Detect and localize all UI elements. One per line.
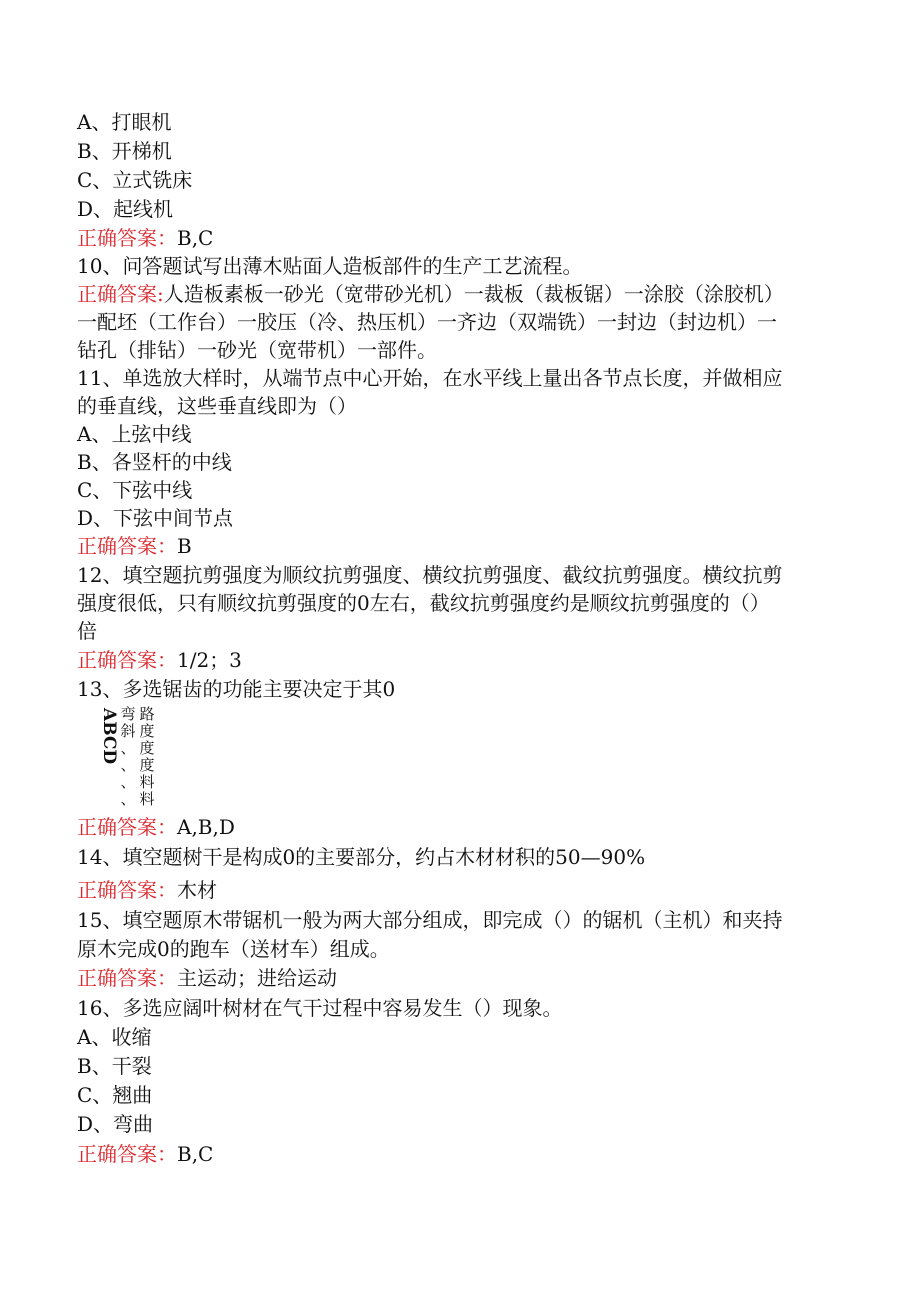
- q10-answer: [77, 280, 784, 308]
- q16-option-a: A、收缩: [77, 1025, 152, 1049]
- q10-answer-line-3: 钻孔（排钻）一砂光（宽带机）一部件。: [77, 338, 437, 362]
- q12-question-line-2: 强度很低，只有顺纹抗剪强度的0左右，截纹抗剪强度约是顺纹抗剪强度的（）: [77, 591, 770, 615]
- answer-value: B,C: [177, 226, 214, 250]
- answer-label: 正确答案：: [77, 648, 177, 672]
- answer-label: 正确答案:: [77, 282, 164, 306]
- rotated-letters: ABCD: [99, 708, 119, 765]
- q12-question-line-3: 倍: [77, 619, 97, 643]
- q13-answer: [77, 813, 235, 841]
- q10-question: 10、问答题试写出薄木贴面人造板部件的生产工艺流程。: [77, 254, 583, 278]
- answer-value-line-1: 人造板素板一砂光（宽带砂光机）一裁板（裁板锯）一涂胶（涂胶机）: [163, 282, 784, 306]
- q14-answer: [77, 876, 217, 904]
- answer-value: B,C: [177, 1142, 214, 1166]
- answer-value: 主运动；进给运动: [177, 966, 337, 990]
- q12-question-line-1: 12、填空题抗剪强度为顺纹抗剪强度、横纹抗剪强度、截纹抗剪强度。横纹抗剪: [77, 563, 783, 587]
- answer-label: 正确答案：: [77, 878, 177, 902]
- q15-question-line-2: 原木完成0的跑车（送材车）组成。: [77, 937, 390, 961]
- answer-value: 木材: [177, 878, 217, 902]
- q12-answer: [77, 646, 242, 674]
- q16-option-c: C、翘曲: [77, 1083, 153, 1107]
- q15-question-line-1: 15、填空题原木带锯机一般为两大部分组成，即完成（）的锯机（主机）和夹持: [77, 908, 783, 932]
- q15-answer: [77, 964, 337, 992]
- rotated-column-1: 弯 斜 、 、 、 、: [120, 705, 136, 808]
- q16-option-d: D、弯曲: [77, 1112, 154, 1136]
- answer-label: 正确答案：: [77, 1142, 177, 1166]
- q16-option-b: B、干裂: [77, 1054, 152, 1078]
- q16-answer: [77, 1140, 213, 1168]
- answer-value: 1/2；3: [177, 648, 242, 672]
- q9-option-c: C、立式铣床: [77, 168, 193, 192]
- rotated-column-2: 路 度 度 度 料 料: [139, 705, 155, 808]
- answer-label: 正确答案：: [77, 966, 177, 990]
- q11-question-line-2: 的垂直线，这些垂直线即为（）: [77, 394, 357, 418]
- q9-answer: [77, 224, 213, 252]
- q11-question-line-1: 11、单选放大样时，从端节点中心开始，在水平线上量出各节点长度，并做相应: [77, 366, 783, 390]
- answer-label: 正确答案：: [77, 534, 177, 558]
- q11-option-a: A、上弦中线: [77, 422, 192, 446]
- q9-option-d: D、起线机: [77, 197, 174, 221]
- q11-answer: [77, 532, 192, 560]
- q13-question: 13、多选锯齿的功能主要决定于其0: [77, 677, 396, 701]
- answer-value: A,B,D: [177, 815, 235, 839]
- q11-option-c: C、下弦中线: [77, 478, 193, 502]
- answer-label: 正确答案：: [77, 226, 177, 250]
- q9-option-a: A、打眼机: [77, 110, 172, 134]
- q16-question: 16、多选应阔叶树材在气干过程中容易发生（）现象。: [77, 996, 563, 1020]
- q11-option-d: D、下弦中间节点: [77, 506, 234, 530]
- answer-value: B: [177, 534, 192, 558]
- q14-question: 14、填空题树干是构成0的主要部分，约占木材材积的50—90%: [77, 845, 646, 869]
- q13-rotated-options: [99, 706, 189, 812]
- q10-answer-line-2: 一配坯（工作台）一胶压（冷、热压机）一齐边（双端铣）一封边（封边机）一: [77, 310, 777, 334]
- q9-option-b: B、开梯机: [77, 139, 172, 163]
- q11-option-b: B、各竖杆的中线: [77, 450, 232, 474]
- answer-label: 正确答案：: [77, 815, 177, 839]
